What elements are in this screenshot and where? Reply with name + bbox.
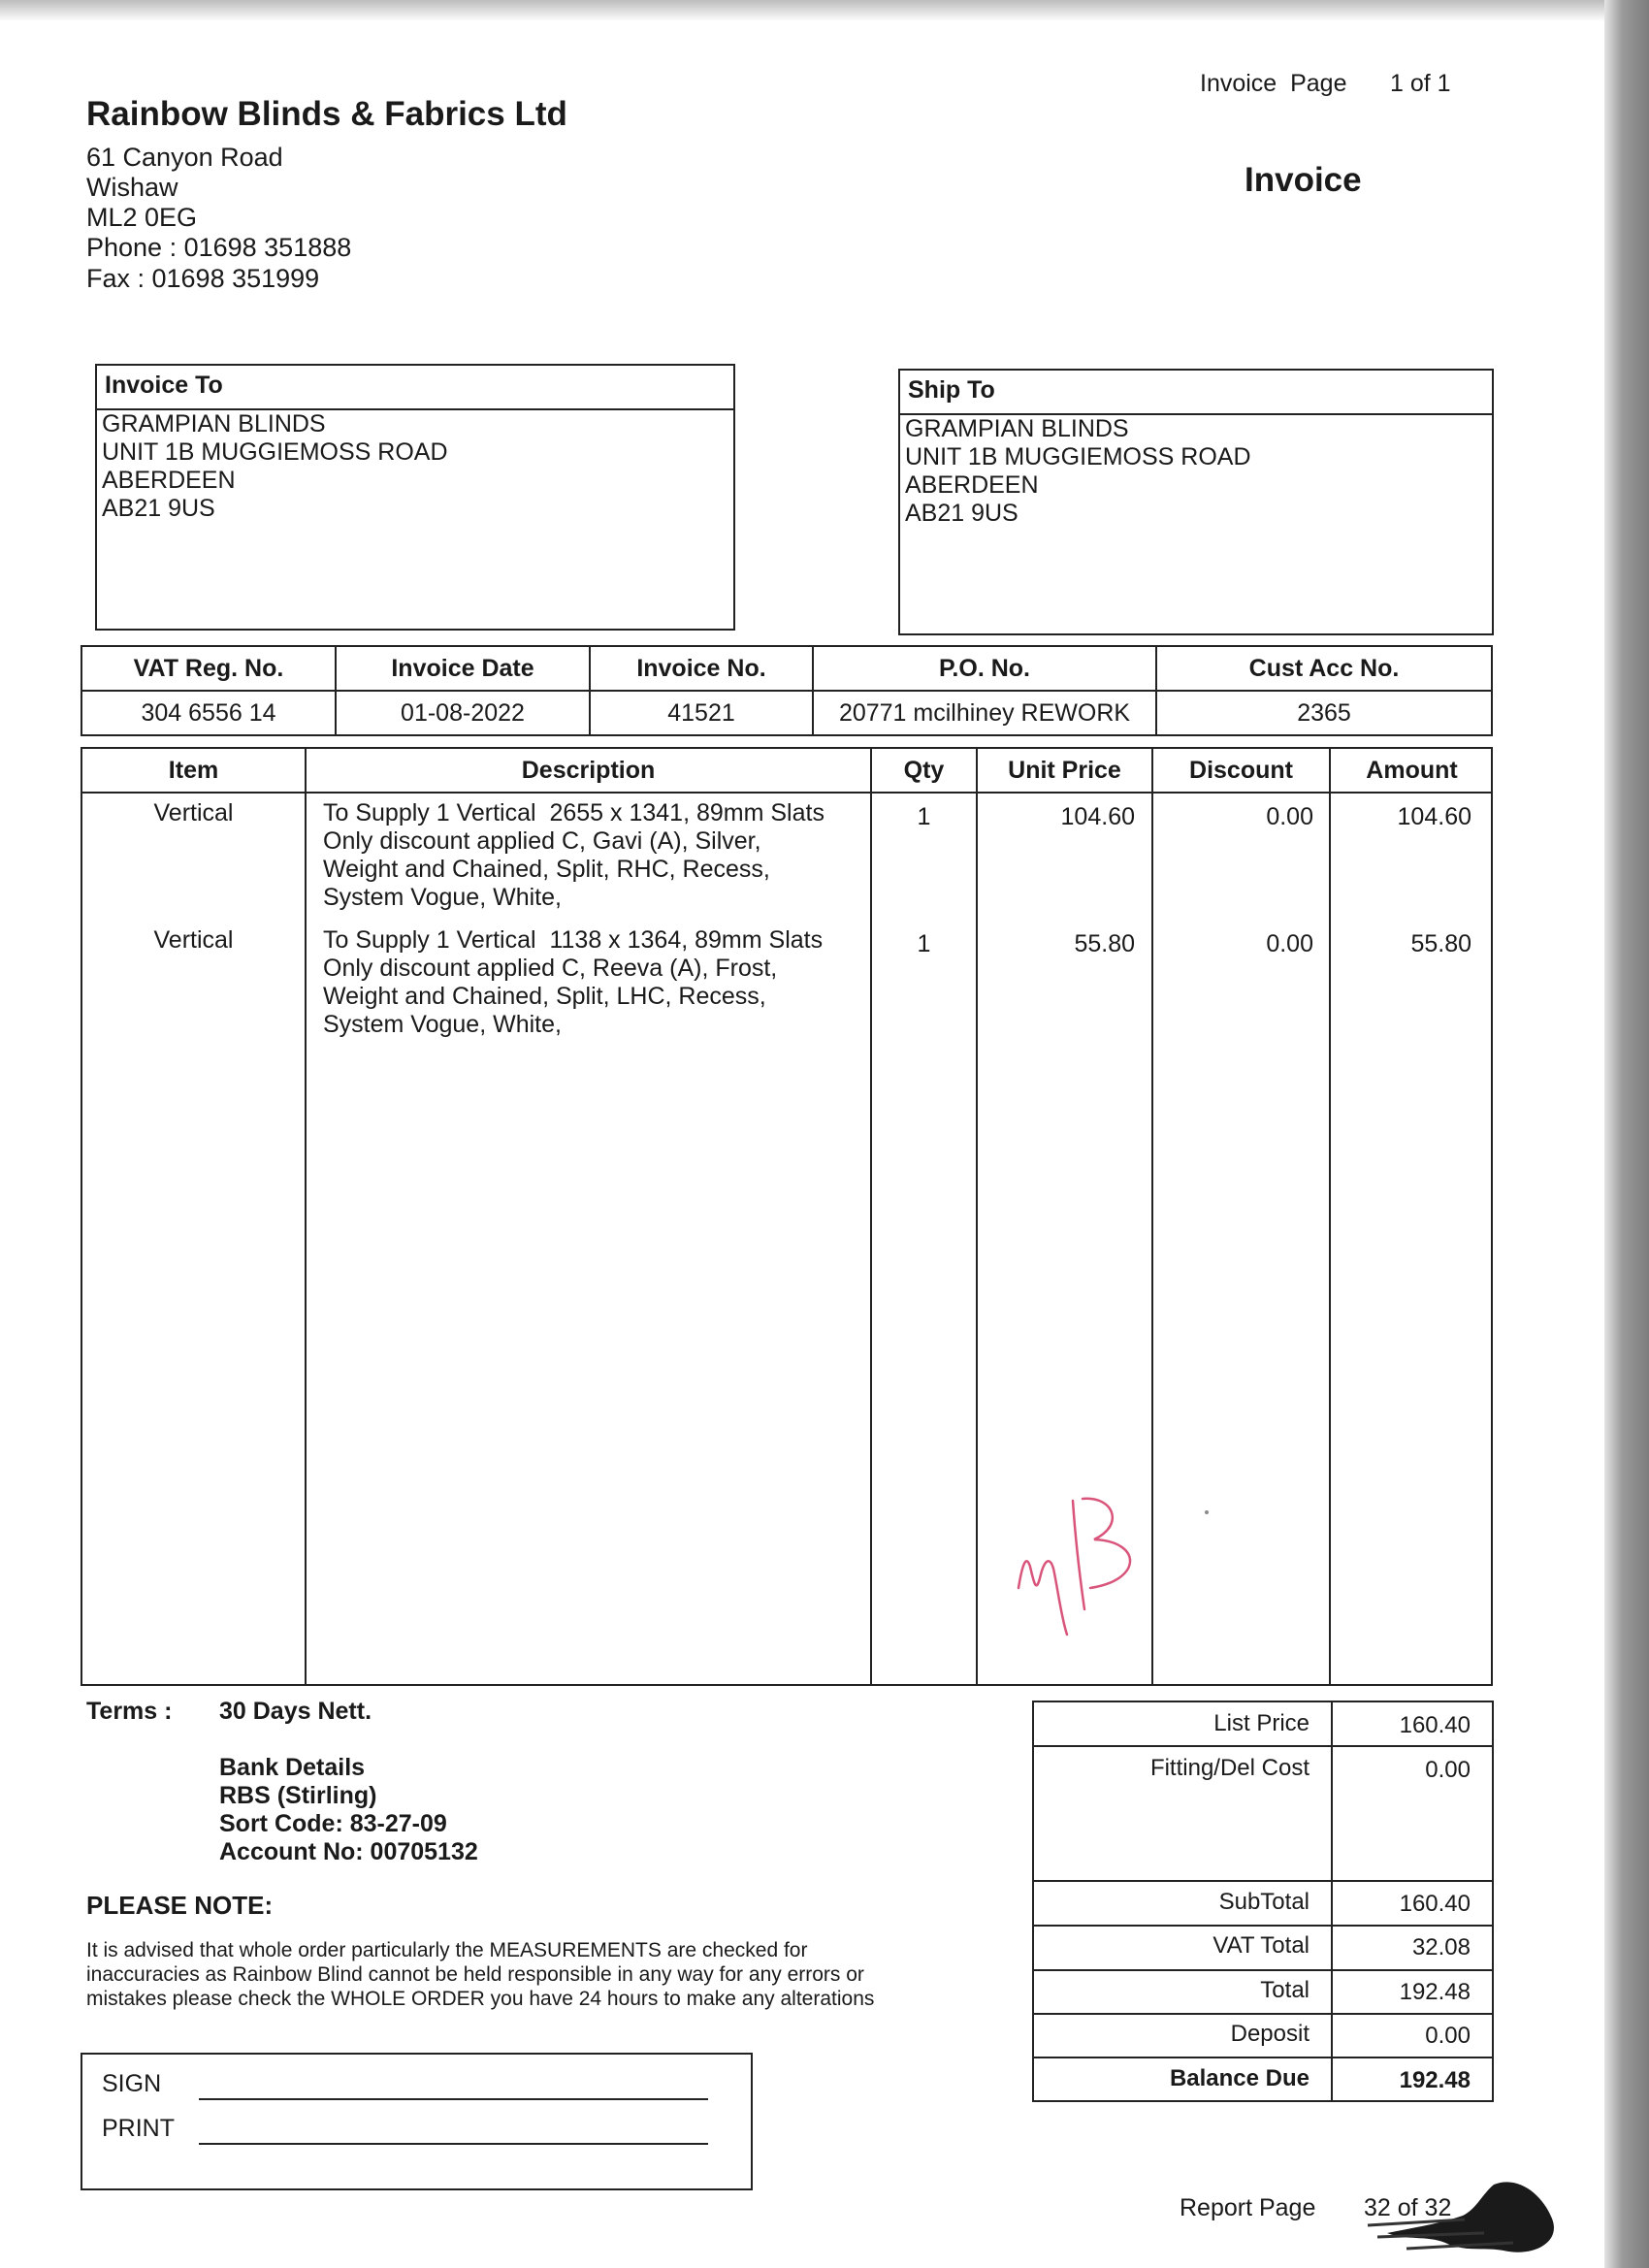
- terms-label: Terms :: [86, 1698, 173, 1725]
- invoice-to-line: GRAMPIAN BLINDS: [102, 410, 326, 437]
- ship-to-box: [898, 369, 1494, 635]
- invoice-to-box: [95, 364, 735, 631]
- scan-shadow-top: [0, 0, 1649, 21]
- invoice-date-header: Invoice Date: [336, 646, 590, 691]
- qty-header: Qty: [903, 757, 945, 784]
- note-line: inaccuracies as Rainbow Blind cannot be held responsible in any way for any errors or: [86, 1963, 864, 1986]
- address-line-fax: Fax : 01698 351999: [86, 264, 320, 293]
- document-title: Invoice: [1245, 161, 1362, 199]
- row2-item: Vertical: [153, 926, 234, 954]
- row2-qty: 1: [917, 930, 931, 957]
- vat-total-label: VAT Total: [1212, 1932, 1310, 1959]
- cust-acc-header: Cust Acc No.: [1156, 646, 1492, 691]
- address-line-phone: Phone : 01698 351888: [86, 233, 352, 262]
- row2-discount: 0.00: [1266, 930, 1313, 957]
- unit-price-header: Unit Price: [1008, 757, 1121, 784]
- deposit-label: Deposit: [1230, 2021, 1310, 2047]
- invoice-page-label: Invoice Page: [1200, 70, 1347, 97]
- description-line: To Supply 1 Vertical 1138 x 1364, 89mm Slats: [323, 926, 824, 954]
- list-price-label: List Price: [1213, 1710, 1310, 1736]
- bank-name: RBS (Stirling): [219, 1782, 377, 1809]
- discount-header: Discount: [1189, 757, 1293, 784]
- ink-smudge-mark: [1348, 2165, 1591, 2262]
- po-no-header: P.O. No.: [813, 646, 1156, 691]
- vat-reg-value: 304 6556 14: [81, 691, 336, 735]
- row2-description: [323, 926, 866, 1039]
- company-name: Rainbow Blinds & Fabrics Ltd: [86, 95, 567, 133]
- cust-acc-value: 2365: [1156, 691, 1492, 735]
- row1-description: [323, 799, 866, 912]
- row2-unit-price: 55.80: [1074, 930, 1135, 957]
- description-line: Weight and Chained, Split, RHC, Recess,: [323, 856, 770, 883]
- totals-rule: [1034, 1925, 1492, 1927]
- totals-box: [1032, 1701, 1494, 2102]
- totals-divider: [1331, 1702, 1333, 2100]
- total-label: Total: [1260, 1977, 1310, 2003]
- address-line-postcode: ML2 0EG: [86, 203, 198, 232]
- fitting-label: Fitting/Del Cost: [1149, 1755, 1310, 1781]
- note-line: It is advised that whole order particularly the MEASUREMENTS are checked for: [86, 1939, 808, 1961]
- invoice-info-table: [81, 645, 1493, 736]
- invoice-to-line: AB21 9US: [102, 495, 215, 522]
- line-items-table: [81, 747, 1493, 1686]
- report-page-label: Report Page: [1180, 2194, 1316, 2221]
- description-line: System Vogue, White,: [323, 1011, 562, 1038]
- row1-discount: 0.00: [1266, 803, 1313, 830]
- column-divider: [870, 749, 872, 1684]
- address-line-town: Wishaw: [86, 173, 178, 202]
- subtotal-label: SubTotal: [1218, 1889, 1310, 1915]
- description-line: Only discount applied C, Gavi (A), Silver,: [323, 827, 761, 855]
- total-value: 192.48: [1399, 1979, 1471, 2005]
- ship-to-line: GRAMPIAN BLINDS: [905, 415, 1129, 442]
- totals-rule: [1034, 2013, 1492, 2015]
- vat-reg-header: VAT Reg. No.: [81, 646, 336, 691]
- amount-header: Amount: [1366, 757, 1458, 784]
- invoice-to-line: ABERDEEN: [102, 467, 236, 494]
- list-price-value: 160.40: [1399, 1712, 1471, 1738]
- vat-total-value: 32.08: [1411, 1934, 1471, 1960]
- row1-qty: 1: [917, 803, 931, 830]
- deposit-value: 0.00: [1425, 2023, 1471, 2049]
- print-field[interactable]: [199, 2143, 708, 2145]
- totals-rule: [1034, 1969, 1492, 1971]
- totals-rule: [1034, 1745, 1492, 1747]
- row2-amount: 55.80: [1410, 930, 1471, 957]
- totals-rule: [1034, 2057, 1492, 2058]
- invoice-no-header: Invoice No.: [590, 646, 813, 691]
- ship-to-line: AB21 9US: [905, 500, 1018, 527]
- column-divider: [305, 749, 307, 1684]
- sign-label: SIGN: [102, 2070, 162, 2097]
- invoice-to-heading: Invoice To: [97, 366, 733, 410]
- invoice-date-value: 01-08-2022: [336, 691, 590, 735]
- item-header: Item: [168, 757, 219, 784]
- fitting-value: 0.00: [1425, 1757, 1471, 1783]
- terms-value: 30 Days Nett.: [219, 1698, 372, 1725]
- totals-rule: [1034, 1880, 1492, 1882]
- description-line: System Vogue, White,: [323, 884, 562, 911]
- handwritten-initials-signature: [997, 1472, 1249, 1646]
- balance-due-label: Balance Due: [1169, 2065, 1310, 2091]
- sign-print-box: [81, 2053, 753, 2190]
- print-label: PRINT: [102, 2115, 175, 2142]
- description-header: Description: [521, 757, 656, 784]
- please-note-heading: PLEASE NOTE:: [86, 1891, 274, 1920]
- po-no-value: 20771 mcilhiney REWORK: [813, 691, 1156, 735]
- row1-unit-price: 104.60: [1060, 803, 1135, 830]
- description-line: Only discount applied C, Reeva (A), Frost,: [323, 955, 778, 982]
- description-line: To Supply 1 Vertical 2655 x 1341, 89mm Slats: [323, 799, 824, 826]
- sort-code: Sort Code: 83-27-09: [219, 1810, 447, 1837]
- row1-item: Vertical: [153, 799, 234, 826]
- address-line-street: 61 Canyon Road: [86, 143, 283, 172]
- ship-to-line: ABERDEEN: [905, 471, 1039, 499]
- report-page-value: 32 of 32: [1364, 2194, 1452, 2221]
- ship-to-heading: Ship To: [900, 371, 1492, 415]
- invoice-page-value: 1 of 1: [1390, 70, 1451, 97]
- subtotal-value: 160.40: [1399, 1891, 1471, 1917]
- balance-due-value: 192.48: [1399, 2067, 1471, 2093]
- bank-details-heading: Bank Details: [219, 1754, 366, 1781]
- column-divider: [1329, 749, 1331, 1684]
- invoice-to-line: UNIT 1B MUGGIEMOSS ROAD: [102, 438, 448, 466]
- row1-amount: 104.60: [1397, 803, 1471, 830]
- invoice-no-value: 41521: [590, 691, 813, 735]
- sign-field[interactable]: [199, 2098, 708, 2100]
- description-line: Weight and Chained, Split, LHC, Recess,: [323, 983, 766, 1010]
- note-line: mistakes please check the WHOLE ORDER you have 24 hours to make any alterations: [86, 1988, 875, 2010]
- please-note-text: [86, 1938, 998, 2011]
- ship-to-line: UNIT 1B MUGGIEMOSS ROAD: [905, 443, 1251, 470]
- scan-shadow-edge: [1604, 0, 1649, 2268]
- column-divider: [976, 749, 978, 1684]
- account-number: Account No: 00705132: [219, 1838, 478, 1865]
